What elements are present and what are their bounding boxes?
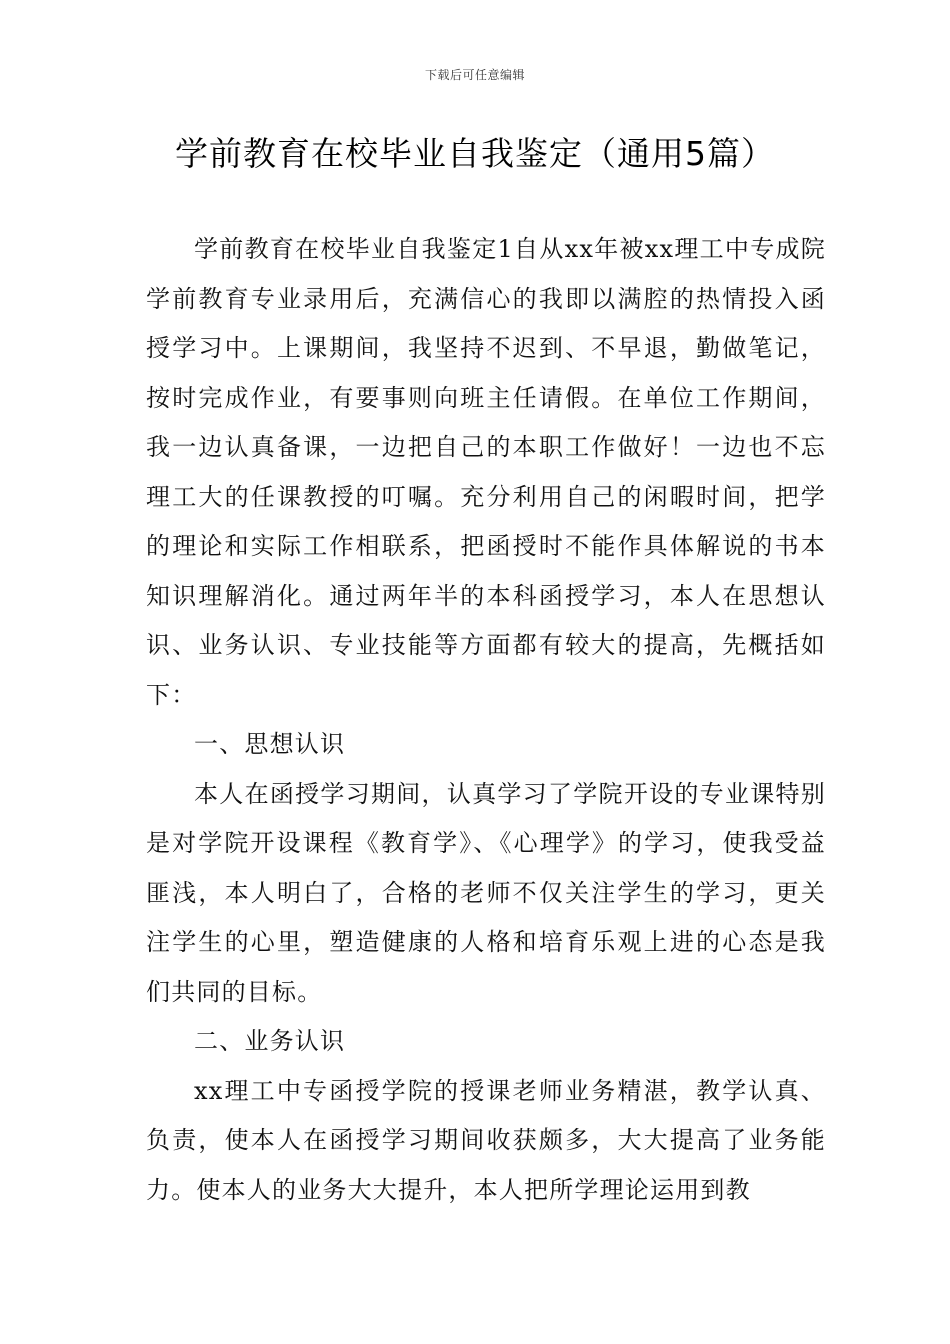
section-heading-thought: 一、思想认识: [194, 730, 346, 758]
download-editable-note: 下载后可任意编辑: [424, 68, 525, 82]
paragraph-intro: 学前教育在校毕业自我鉴定1自从xx年被xx理工中专成院学前教育专业录用后，充满信心的我即以满腔的热情投入函授学习中。上课期间，我坚持不迟到、不早退，勤做笔记，按时完成作业，有要事则向班主任请假。在单位工作期间，我一边认真备课，一边把自己的本职工作做好！一边也不忘理工大的任课教授的叮嘱。充分利用自己的闲暇时间，把学的理论和实际工作相联系，把函授时不能作具体解说的书本知识理解消化。通过两年半的本科函授学习，本人在思想认识、业务认识、专业技能等方面都有较大的提高，先概括如下：: [146, 235, 826, 709]
document-title: 学前教育在校毕业自我鉴定（通用5篇）: [175, 134, 775, 173]
document-body: [146, 225, 826, 1215]
paragraph-business: xx理工中专函授学院的授课老师业务精湛，教学认真、负责，使本人在函授学习期间收获颇多，大大提高了业务能力。使本人的业务大大提升，本人把所学理论运用到教: [146, 1076, 826, 1204]
paragraph-thought: 本人在函授学习期间，认真学习了学院开设的专业课特别是对学院开设课程《教育学》、《心理学》的学习，使我受益匪浅，本人明白了，合格的老师不仅关注学生的学习，更关注学生的心里，塑造健康的人格和培育乐观上进的心态是我们共同的目标。: [146, 779, 826, 1006]
section-heading-business: 二、业务认识: [194, 1027, 346, 1055]
